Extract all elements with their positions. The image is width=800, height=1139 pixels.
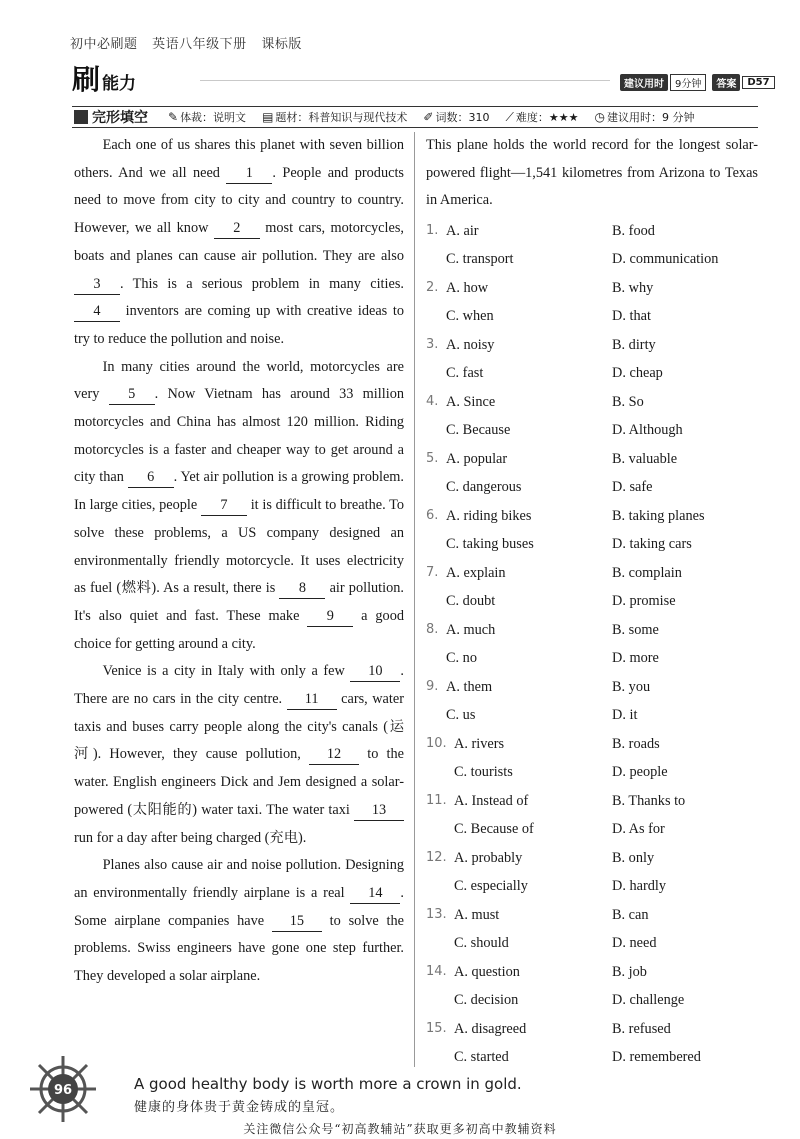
option-b: B. some bbox=[612, 622, 659, 639]
option-row bbox=[426, 673, 758, 701]
difficulty-info: ⟋ 难度：★★★ bbox=[505, 109, 579, 124]
option-a: A. must bbox=[454, 907, 500, 924]
brand-rule bbox=[200, 80, 610, 81]
option-d: D. taking cars bbox=[612, 536, 692, 553]
option-d: D. hardly bbox=[612, 878, 666, 895]
option-c: C. dangerous bbox=[446, 479, 522, 496]
question-number: 3. bbox=[426, 337, 439, 353]
book-icon: ▤ bbox=[262, 110, 274, 124]
option-row bbox=[426, 758, 758, 786]
option-d: D. it bbox=[612, 707, 638, 724]
question-item bbox=[426, 901, 758, 958]
series-name: 初中必刷题 bbox=[70, 37, 138, 52]
question-item bbox=[426, 787, 758, 844]
question-item bbox=[426, 616, 758, 673]
option-d: D. need bbox=[612, 935, 657, 952]
option-c: C. tourists bbox=[454, 764, 513, 781]
running-header bbox=[70, 33, 312, 52]
question-item bbox=[426, 958, 758, 1015]
option-b: B. taking planes bbox=[612, 508, 705, 525]
blank-9: 9 bbox=[307, 606, 353, 627]
option-b: B. can bbox=[612, 907, 649, 924]
clock-icon: ◷ bbox=[594, 110, 605, 124]
question-number: 2. bbox=[426, 280, 439, 296]
section-square-icon bbox=[74, 110, 88, 124]
edition-name: 课标版 bbox=[261, 37, 302, 52]
option-a: A. probably bbox=[454, 850, 523, 867]
question-number: 9. bbox=[426, 679, 439, 695]
answer-label: 答案 bbox=[712, 74, 740, 91]
question-item bbox=[426, 331, 758, 388]
option-c: C. no bbox=[446, 650, 477, 667]
option-b: B. refused bbox=[612, 1021, 671, 1038]
option-row bbox=[426, 701, 758, 729]
column-divider bbox=[414, 132, 415, 1067]
blank-13: 13 bbox=[354, 800, 404, 821]
option-a: A. them bbox=[446, 679, 493, 696]
blank-14: 14 bbox=[350, 883, 400, 904]
option-c: C. especially bbox=[454, 878, 528, 895]
option-row bbox=[426, 1015, 758, 1043]
option-row bbox=[426, 559, 758, 587]
blank-12: 12 bbox=[309, 744, 359, 765]
option-b: B. valuable bbox=[612, 451, 678, 468]
section-title: 完形填空 bbox=[92, 110, 148, 126]
question-number: 11. bbox=[426, 793, 447, 809]
option-a: A. disagreed bbox=[454, 1021, 527, 1038]
page-number-badge bbox=[26, 1052, 100, 1126]
option-row bbox=[426, 587, 758, 615]
brand-sub: 能力 bbox=[102, 74, 137, 94]
question-item bbox=[426, 388, 758, 445]
blank-15: 15 bbox=[272, 911, 322, 932]
question-list bbox=[426, 217, 758, 1072]
option-d: D. communication bbox=[612, 251, 719, 268]
option-a: A. Instead of bbox=[454, 793, 529, 810]
blank-2: 2 bbox=[214, 218, 260, 239]
blank-11: 11 bbox=[287, 689, 337, 710]
option-c: C. decision bbox=[454, 992, 519, 1009]
blank-5: 5 bbox=[109, 384, 155, 405]
question-number: 15. bbox=[426, 1021, 447, 1037]
option-a: A. Since bbox=[446, 394, 496, 411]
option-row bbox=[426, 730, 758, 758]
option-row bbox=[426, 473, 758, 501]
time-info: ◷ 建议用时：9 分钟 bbox=[594, 110, 695, 124]
blank-1: 1 bbox=[226, 163, 272, 184]
option-row bbox=[426, 274, 758, 302]
topic-info: ▤ 题材：科普知识与现代技术 bbox=[262, 110, 408, 124]
option-a: A. rivers bbox=[454, 736, 505, 753]
question-item bbox=[426, 217, 758, 274]
suggested-time-value: 9分钟 bbox=[670, 74, 706, 91]
quote-english: A good healthy body is worth more a crown in gold. bbox=[134, 1075, 522, 1093]
option-a: A. air bbox=[446, 223, 479, 240]
question-item bbox=[426, 445, 758, 502]
option-c: C. fast bbox=[446, 365, 484, 382]
section-brand bbox=[72, 58, 136, 98]
question-number: 13. bbox=[426, 907, 447, 923]
option-row bbox=[426, 815, 758, 843]
suggested-time-label: 建议用时 bbox=[620, 74, 668, 91]
question-number: 10. bbox=[426, 736, 447, 752]
brand-char: 刷 bbox=[72, 63, 101, 96]
footer-note: 关注微信公众号“初高教辅站”获取更多初高中教辅资料 bbox=[243, 1122, 557, 1136]
blank-8: 8 bbox=[279, 578, 325, 599]
blank-10: 10 bbox=[350, 661, 400, 682]
question-item bbox=[426, 502, 758, 559]
quote-chinese: 健康的身体贵于黄金铸成的皇冠。 bbox=[134, 1100, 345, 1115]
question-item bbox=[426, 274, 758, 331]
option-d: D. promise bbox=[612, 593, 676, 610]
question-number: 7. bbox=[426, 565, 439, 581]
option-row bbox=[426, 1043, 758, 1071]
option-b: B. only bbox=[612, 850, 655, 867]
option-d: D. more bbox=[612, 650, 659, 667]
option-c: C. taking buses bbox=[446, 536, 534, 553]
section-bar bbox=[72, 106, 758, 128]
blank-3: 3 bbox=[74, 274, 120, 295]
question-item bbox=[426, 730, 758, 787]
blank-4: 4 bbox=[74, 301, 120, 322]
option-b: B. dirty bbox=[612, 337, 656, 354]
paragraph-5: This plane holds the world record for the longest solar-powered flight—1,541 kilometres from Arizona to Texas in America. bbox=[426, 137, 758, 209]
option-c: C. started bbox=[454, 1049, 509, 1066]
option-row bbox=[426, 787, 758, 815]
blank-6: 6 bbox=[128, 467, 174, 488]
option-b: B. why bbox=[612, 280, 654, 297]
question-number: 8. bbox=[426, 622, 439, 638]
blank-7: 7 bbox=[201, 495, 247, 516]
option-a: A. much bbox=[446, 622, 496, 639]
option-row bbox=[426, 245, 758, 273]
option-row bbox=[426, 616, 758, 644]
question-number: 1. bbox=[426, 223, 439, 239]
paragraph-1: Each one of us shares this planet with seven billion others. And we all need 1 . People and products need to move from city to city and country to country. However, we all know 2 most cars, motorcycles, boats and planes can cause air pollution. They are also 3 . This is a serious problem in many cities. 4 inventors are coming up with creative ideas to try to reduce the pollution and noise. bbox=[74, 137, 404, 347]
option-row bbox=[426, 901, 758, 929]
paragraph-3: Venice is a city in Italy with only a few 10 . There are no cars in the city centre. 11 cars, water taxis and buses carry people along the city's canals (运河). However, they cause pollution, 12 to the water. English engineers Dick and Jem designed a solar-powered (太阳能的) water taxi. The water taxi 13 run for a day after being charged (充电). bbox=[74, 663, 404, 846]
option-c: C. Because of bbox=[454, 821, 534, 838]
option-d: D. cheap bbox=[612, 365, 663, 382]
option-row bbox=[426, 872, 758, 900]
option-a: A. noisy bbox=[446, 337, 495, 354]
pencil-icon: ✎ bbox=[168, 110, 179, 124]
option-d: D. people bbox=[612, 764, 668, 781]
option-b: B. food bbox=[612, 223, 655, 240]
chart-icon: ⟋ bbox=[505, 109, 514, 124]
option-row bbox=[426, 530, 758, 558]
option-row bbox=[426, 958, 758, 986]
question-item bbox=[426, 844, 758, 901]
option-row bbox=[426, 416, 758, 444]
option-d: D. challenge bbox=[612, 992, 685, 1009]
question-number: 4. bbox=[426, 394, 439, 410]
passage-right-column bbox=[426, 132, 758, 1072]
option-d: D. remembered bbox=[612, 1049, 701, 1066]
option-a: A. explain bbox=[446, 565, 506, 582]
option-row bbox=[426, 844, 758, 872]
question-item bbox=[426, 673, 758, 730]
option-c: C. transport bbox=[446, 251, 514, 268]
question-number: 6. bbox=[426, 508, 439, 524]
paragraph-2: In many cities around the world, motorcycles are very 5 . Now Vietnam has around 33 million motorcycles and China has almost 120 million. Riding motorcycles is a faster and cheaper way to get around a city than 6 . Yet air pollution is a growing problem. In large cities, people 7 it is difficult to breathe. To solve these problems, a US company designed an environmentally friendly motorcycle. It uses electricity as fuel (燃料). As a result, there is 8 air pollution. It's also quiet and fast. These make 9 a good choice for getting around a city. bbox=[74, 358, 405, 652]
option-row bbox=[426, 217, 758, 245]
option-row bbox=[426, 986, 758, 1014]
page-number: 96 bbox=[53, 1083, 73, 1098]
question-number: 12. bbox=[426, 850, 447, 866]
question-item bbox=[426, 559, 758, 616]
question-number: 5. bbox=[426, 451, 439, 467]
option-a: A. question bbox=[454, 964, 520, 981]
option-b: B. So bbox=[612, 394, 644, 411]
genre-info: ✎ 体裁：说明文 bbox=[168, 110, 247, 124]
option-c: C. Because bbox=[446, 422, 511, 439]
option-c: C. when bbox=[446, 308, 494, 325]
option-c: C. doubt bbox=[446, 593, 496, 610]
option-a: A. riding bikes bbox=[446, 508, 532, 525]
question-number: 14. bbox=[426, 964, 447, 980]
option-row bbox=[426, 644, 758, 672]
option-b: B. Thanks to bbox=[612, 793, 686, 810]
option-b: B. you bbox=[612, 679, 651, 696]
option-d: D. As for bbox=[612, 821, 665, 838]
paragraph-4: Planes also cause air and noise pollution. Designing an environmentally friendly airplane is a real 14 . Some airplane companies have 15 to solve the problems. Swiss engineers have gone one step further. They developed a solar airplane. bbox=[74, 857, 404, 985]
option-row bbox=[426, 502, 758, 530]
pen-icon: ✐ bbox=[423, 110, 434, 124]
option-row bbox=[426, 929, 758, 957]
words-info: ✐ 词数：310 bbox=[423, 110, 490, 124]
question-item bbox=[426, 1015, 758, 1072]
option-b: B. job bbox=[612, 964, 647, 981]
option-row bbox=[426, 445, 758, 473]
option-a: A. how bbox=[446, 280, 489, 297]
answer-page: D57 bbox=[742, 76, 774, 89]
option-b: B. complain bbox=[612, 565, 682, 582]
option-b: B. roads bbox=[612, 736, 660, 753]
option-d: D. safe bbox=[612, 479, 653, 496]
subject-name: 英语八年级下册 bbox=[152, 37, 247, 52]
option-c: C. should bbox=[454, 935, 509, 952]
option-a: A. popular bbox=[446, 451, 508, 468]
option-row bbox=[426, 359, 758, 387]
option-c: C. us bbox=[446, 707, 476, 724]
option-d: D. that bbox=[612, 308, 651, 325]
option-row bbox=[426, 388, 758, 416]
option-d: D. Although bbox=[612, 422, 683, 439]
option-row bbox=[426, 331, 758, 359]
time-answer-box bbox=[620, 74, 775, 91]
passage-left-column bbox=[74, 132, 404, 991]
option-row bbox=[426, 302, 758, 330]
